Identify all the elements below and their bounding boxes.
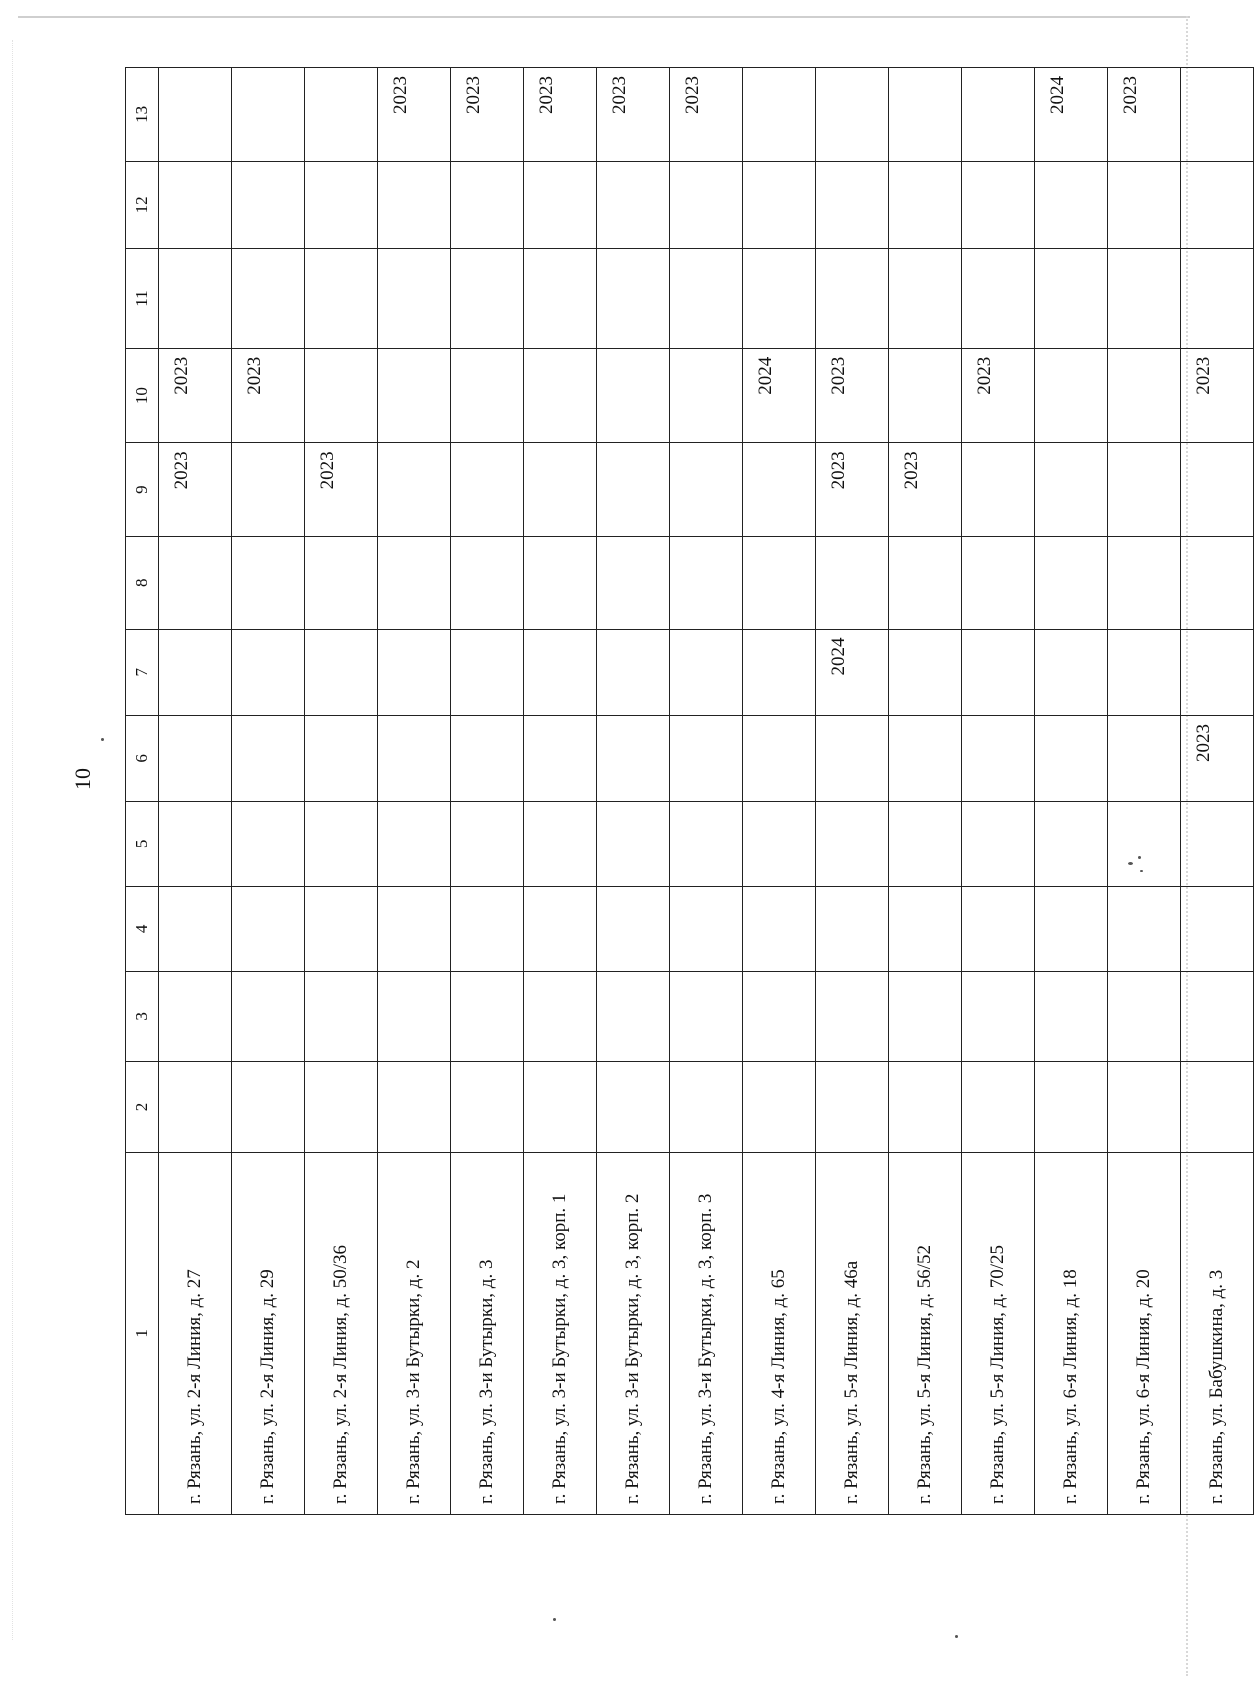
year-cell-col-12: [305, 161, 378, 249]
year-cell-col-6: [1035, 716, 1108, 802]
year-cell-col-9: [962, 443, 1035, 537]
year-cell-col-11: [670, 249, 743, 349]
year-cell-col-12: [597, 161, 670, 249]
address-cell: г. Рязань, ул. 2-я Линия, д. 50/36: [305, 1152, 378, 1514]
year-cell-col-11: [1181, 249, 1254, 349]
column-header-12: 12: [126, 161, 159, 249]
year-cell-col-13: 2023: [597, 68, 670, 162]
year-cell-col-9: [1181, 443, 1254, 537]
year-cell-col-11: [159, 249, 232, 349]
year-cell-col-6: [159, 716, 232, 802]
year-cell-col-6: [670, 716, 743, 802]
year-cell-col-3: [159, 971, 232, 1062]
year-cell-col-10: 2023: [816, 348, 889, 443]
year-cell-col-8: [962, 536, 1035, 629]
year-cell-col-11: [378, 249, 451, 349]
year-cell-col-13: 2023: [378, 68, 451, 162]
year-cell-col-13: [305, 68, 378, 162]
column-header-7: 7: [126, 629, 159, 716]
table-row: [597, 68, 670, 1515]
column-header-2: 2: [126, 1062, 159, 1153]
year-cell-col-8: [451, 536, 524, 629]
column-header-13: 13: [126, 68, 159, 162]
year-cell-col-4: [597, 887, 670, 972]
scan-top-edge: [18, 16, 1190, 18]
table-row: [962, 68, 1035, 1515]
year-cell-col-5: [889, 801, 962, 887]
year-cell-col-11: [1035, 249, 1108, 349]
table-body: [159, 68, 1254, 1515]
year-cell-col-13: [1181, 68, 1254, 162]
table-row: [1108, 68, 1181, 1515]
year-cell-col-4: [743, 887, 816, 972]
year-cell-col-4: [1035, 887, 1108, 972]
column-header-10: 10: [126, 348, 159, 443]
year-cell-col-6: [743, 716, 816, 802]
year-cell-col-10: [305, 348, 378, 443]
address-cell: г. Рязань, ул. Бабушкина, д. 3: [1181, 1152, 1254, 1514]
column-header-6: 6: [126, 716, 159, 802]
address-cell: г. Рязань, ул. 5-я Линия, д. 56/52: [889, 1152, 962, 1514]
year-cell-col-12: [670, 161, 743, 249]
year-cell-col-10: 2023: [232, 348, 305, 443]
year-cell-col-10: [889, 348, 962, 443]
year-cell-col-9: 2023: [159, 443, 232, 537]
year-cell-col-4: [816, 887, 889, 972]
year-cell-col-3: [305, 971, 378, 1062]
table-row: [743, 68, 816, 1515]
year-cell-col-6: [524, 716, 597, 802]
year-cell-col-12: [159, 161, 232, 249]
year-cell-col-9: [597, 443, 670, 537]
year-cell-col-8: [670, 536, 743, 629]
year-cell-col-10: [1108, 348, 1181, 443]
year-cell-col-3: [743, 971, 816, 1062]
year-cell-col-4: [378, 887, 451, 972]
year-cell-col-2: [889, 1062, 962, 1153]
year-cell-col-5: [1035, 801, 1108, 887]
year-cell-col-3: [378, 971, 451, 1062]
year-cell-col-10: 2023: [962, 348, 1035, 443]
year-cell-col-4: [305, 887, 378, 972]
year-cell-col-8: [159, 536, 232, 629]
address-cell: г. Рязань, ул. 2-я Линия, д. 27: [159, 1152, 232, 1514]
address-cell: г. Рязань, ул. 3-и Бутырки, д. 3, корп. 3: [670, 1152, 743, 1514]
year-cell-col-11: [597, 249, 670, 349]
year-cell-col-9: [1035, 443, 1108, 537]
year-cell-col-7: [1181, 629, 1254, 716]
year-cell-col-13: [889, 68, 962, 162]
year-cell-col-5: [962, 801, 1035, 887]
year-cell-col-9: [524, 443, 597, 537]
year-cell-col-8: [889, 536, 962, 629]
column-header-1: 1: [126, 1152, 159, 1514]
year-cell-col-5: [305, 801, 378, 887]
year-cell-col-13: 2023: [1108, 68, 1181, 162]
year-cell-col-7: [1108, 629, 1181, 716]
scan-speck: [955, 1635, 958, 1638]
table-row: [378, 68, 451, 1515]
year-cell-col-5: [597, 801, 670, 887]
year-cell-col-9: [1108, 443, 1181, 537]
year-cell-col-13: [816, 68, 889, 162]
year-cell-col-13: 2024: [1035, 68, 1108, 162]
year-cell-col-4: [159, 887, 232, 972]
year-cell-col-7: 2024: [816, 629, 889, 716]
year-cell-col-11: [962, 249, 1035, 349]
year-cell-col-10: 2023: [1181, 348, 1254, 443]
year-cell-col-12: [1181, 161, 1254, 249]
year-cell-col-2: [597, 1062, 670, 1153]
year-cell-col-5: [816, 801, 889, 887]
year-cell-col-12: [743, 161, 816, 249]
year-cell-col-10: 2023: [159, 348, 232, 443]
year-cell-col-2: [1035, 1062, 1108, 1153]
page-number: 10: [70, 768, 95, 790]
year-cell-col-3: [597, 971, 670, 1062]
year-cell-col-12: [889, 161, 962, 249]
year-cell-col-11: [232, 249, 305, 349]
year-cell-col-8: [1181, 536, 1254, 629]
year-cell-col-2: [524, 1062, 597, 1153]
year-cell-col-11: [451, 249, 524, 349]
year-cell-col-7: [232, 629, 305, 716]
year-cell-col-7: [962, 629, 1035, 716]
year-cell-col-7: [451, 629, 524, 716]
year-cell-col-10: 2024: [743, 348, 816, 443]
year-cell-col-2: [1181, 1062, 1254, 1153]
year-cell-col-3: [1181, 971, 1254, 1062]
year-cell-col-7: [1035, 629, 1108, 716]
table-row: [232, 68, 305, 1515]
year-cell-col-11: [524, 249, 597, 349]
year-cell-col-12: [816, 161, 889, 249]
year-cell-col-5: [743, 801, 816, 887]
year-cell-col-8: [524, 536, 597, 629]
year-cell-col-9: [232, 443, 305, 537]
year-cell-col-3: [670, 971, 743, 1062]
year-cell-col-5: [232, 801, 305, 887]
table-row: [670, 68, 743, 1515]
year-cell-col-9: 2023: [816, 443, 889, 537]
table-row: [524, 68, 597, 1515]
year-cell-col-5: [451, 801, 524, 887]
year-cell-col-5: [159, 801, 232, 887]
year-cell-col-13: [962, 68, 1035, 162]
address-cell: г. Рязань, ул. 5-я Линия, д. 70/25: [962, 1152, 1035, 1514]
year-cell-col-7: [597, 629, 670, 716]
year-cell-col-7: [378, 629, 451, 716]
year-cell-col-2: [743, 1062, 816, 1153]
year-cell-col-13: 2023: [451, 68, 524, 162]
column-header-9: 9: [126, 443, 159, 537]
year-cell-col-2: [816, 1062, 889, 1153]
year-cell-col-13: [159, 68, 232, 162]
year-cell-col-7: [889, 629, 962, 716]
year-cell-col-8: [743, 536, 816, 629]
year-cell-col-2: [232, 1062, 305, 1153]
year-cell-col-12: [1035, 161, 1108, 249]
year-cell-col-13: 2023: [670, 68, 743, 162]
year-cell-col-10: [451, 348, 524, 443]
year-cell-col-13: 2023: [524, 68, 597, 162]
year-cell-col-8: [816, 536, 889, 629]
scan-left-edge: [12, 40, 15, 1640]
year-cell-col-9: 2023: [889, 443, 962, 537]
year-cell-col-4: [962, 887, 1035, 972]
column-header-11: 11: [126, 249, 159, 349]
year-cell-col-5: [670, 801, 743, 887]
year-cell-col-12: [232, 161, 305, 249]
address-cell: г. Рязань, ул. 3-и Бутырки, д. 3, корп. 2: [597, 1152, 670, 1514]
address-cell: г. Рязань, ул. 3-и Бутырки, д. 2: [378, 1152, 451, 1514]
year-cell-col-12: [451, 161, 524, 249]
table-row: [159, 68, 232, 1515]
year-cell-col-2: [159, 1062, 232, 1153]
year-cell-col-10: [597, 348, 670, 443]
year-cell-col-5: [378, 801, 451, 887]
year-cell-col-5: [1108, 801, 1181, 887]
year-cell-col-3: [232, 971, 305, 1062]
year-cell-col-3: [962, 971, 1035, 1062]
year-cell-col-8: [597, 536, 670, 629]
year-cell-col-7: [743, 629, 816, 716]
year-cell-col-8: [1108, 536, 1181, 629]
scan-speck: [101, 738, 104, 741]
year-cell-col-2: [670, 1062, 743, 1153]
year-cell-col-10: [1035, 348, 1108, 443]
year-cell-col-5: [1181, 801, 1254, 887]
address-cell: г. Рязань, ул. 6-я Линия, д. 18: [1035, 1152, 1108, 1514]
year-cell-col-13: [232, 68, 305, 162]
year-cell-col-12: [524, 161, 597, 249]
schedule-table-rotated: [125, 67, 1228, 1515]
year-cell-col-6: [232, 716, 305, 802]
year-cell-col-11: [816, 249, 889, 349]
year-cell-col-4: [451, 887, 524, 972]
year-cell-col-12: [1108, 161, 1181, 249]
year-cell-col-9: [670, 443, 743, 537]
year-cell-col-9: 2023: [305, 443, 378, 537]
year-cell-col-2: [305, 1062, 378, 1153]
year-cell-col-10: [378, 348, 451, 443]
column-header-5: 5: [126, 801, 159, 887]
year-cell-col-6: [378, 716, 451, 802]
year-cell-col-6: [816, 716, 889, 802]
year-cell-col-12: [962, 161, 1035, 249]
year-cell-col-9: [378, 443, 451, 537]
year-cell-col-7: [305, 629, 378, 716]
year-cell-col-5: [524, 801, 597, 887]
table-row: [889, 68, 962, 1515]
year-cell-col-4: [232, 887, 305, 972]
year-cell-col-12: [378, 161, 451, 249]
year-cell-col-3: [1035, 971, 1108, 1062]
year-cell-col-8: [1035, 536, 1108, 629]
year-cell-col-2: [378, 1062, 451, 1153]
year-cell-col-7: [524, 629, 597, 716]
year-cell-col-2: [451, 1062, 524, 1153]
scan-speck: [553, 1618, 556, 1621]
year-cell-col-3: [451, 971, 524, 1062]
year-cell-col-10: [524, 348, 597, 443]
year-cell-col-6: 2023: [1181, 716, 1254, 802]
year-cell-col-11: [743, 249, 816, 349]
year-cell-col-9: [743, 443, 816, 537]
table-row: [1035, 68, 1108, 1515]
table-row: [305, 68, 378, 1515]
year-cell-col-6: [962, 716, 1035, 802]
year-cell-col-8: [378, 536, 451, 629]
year-cell-col-3: [1108, 971, 1181, 1062]
year-cell-col-2: [1108, 1062, 1181, 1153]
column-header-4: 4: [126, 887, 159, 972]
year-cell-col-4: [1181, 887, 1254, 972]
table-row: [451, 68, 524, 1515]
year-cell-col-6: [597, 716, 670, 802]
year-cell-col-11: [1108, 249, 1181, 349]
address-cell: г. Рязань, ул. 5-я Линия, д. 46а: [816, 1152, 889, 1514]
year-cell-col-10: [670, 348, 743, 443]
year-cell-col-3: [889, 971, 962, 1062]
year-cell-col-4: [1108, 887, 1181, 972]
year-cell-col-3: [524, 971, 597, 1062]
address-cell: г. Рязань, ул. 6-я Линия, д. 20: [1108, 1152, 1181, 1514]
year-cell-col-4: [524, 887, 597, 972]
year-cell-col-13: [743, 68, 816, 162]
year-cell-col-6: [451, 716, 524, 802]
address-cell: г. Рязань, ул. 3-и Бутырки, д. 3, корп. 1: [524, 1152, 597, 1514]
year-cell-col-11: [889, 249, 962, 349]
year-cell-col-6: [1108, 716, 1181, 802]
year-cell-col-7: [670, 629, 743, 716]
header-row: [126, 68, 159, 1515]
table-row: [1181, 68, 1254, 1515]
schedule-table: [125, 67, 1254, 1515]
year-cell-col-6: [889, 716, 962, 802]
column-header-8: 8: [126, 536, 159, 629]
address-cell: г. Рязань, ул. 4-я Линия, д. 65: [743, 1152, 816, 1514]
address-cell: г. Рязань, ул. 2-я Линия, д. 29: [232, 1152, 305, 1514]
year-cell-col-4: [670, 887, 743, 972]
year-cell-col-9: [451, 443, 524, 537]
year-cell-col-7: [159, 629, 232, 716]
year-cell-col-11: [305, 249, 378, 349]
year-cell-col-8: [305, 536, 378, 629]
year-cell-col-2: [962, 1062, 1035, 1153]
address-cell: г. Рязань, ул. 3-и Бутырки, д. 3: [451, 1152, 524, 1514]
year-cell-col-4: [889, 887, 962, 972]
column-header-3: 3: [126, 971, 159, 1062]
table-row: [816, 68, 889, 1515]
year-cell-col-8: [232, 536, 305, 629]
year-cell-col-3: [816, 971, 889, 1062]
year-cell-col-6: [305, 716, 378, 802]
